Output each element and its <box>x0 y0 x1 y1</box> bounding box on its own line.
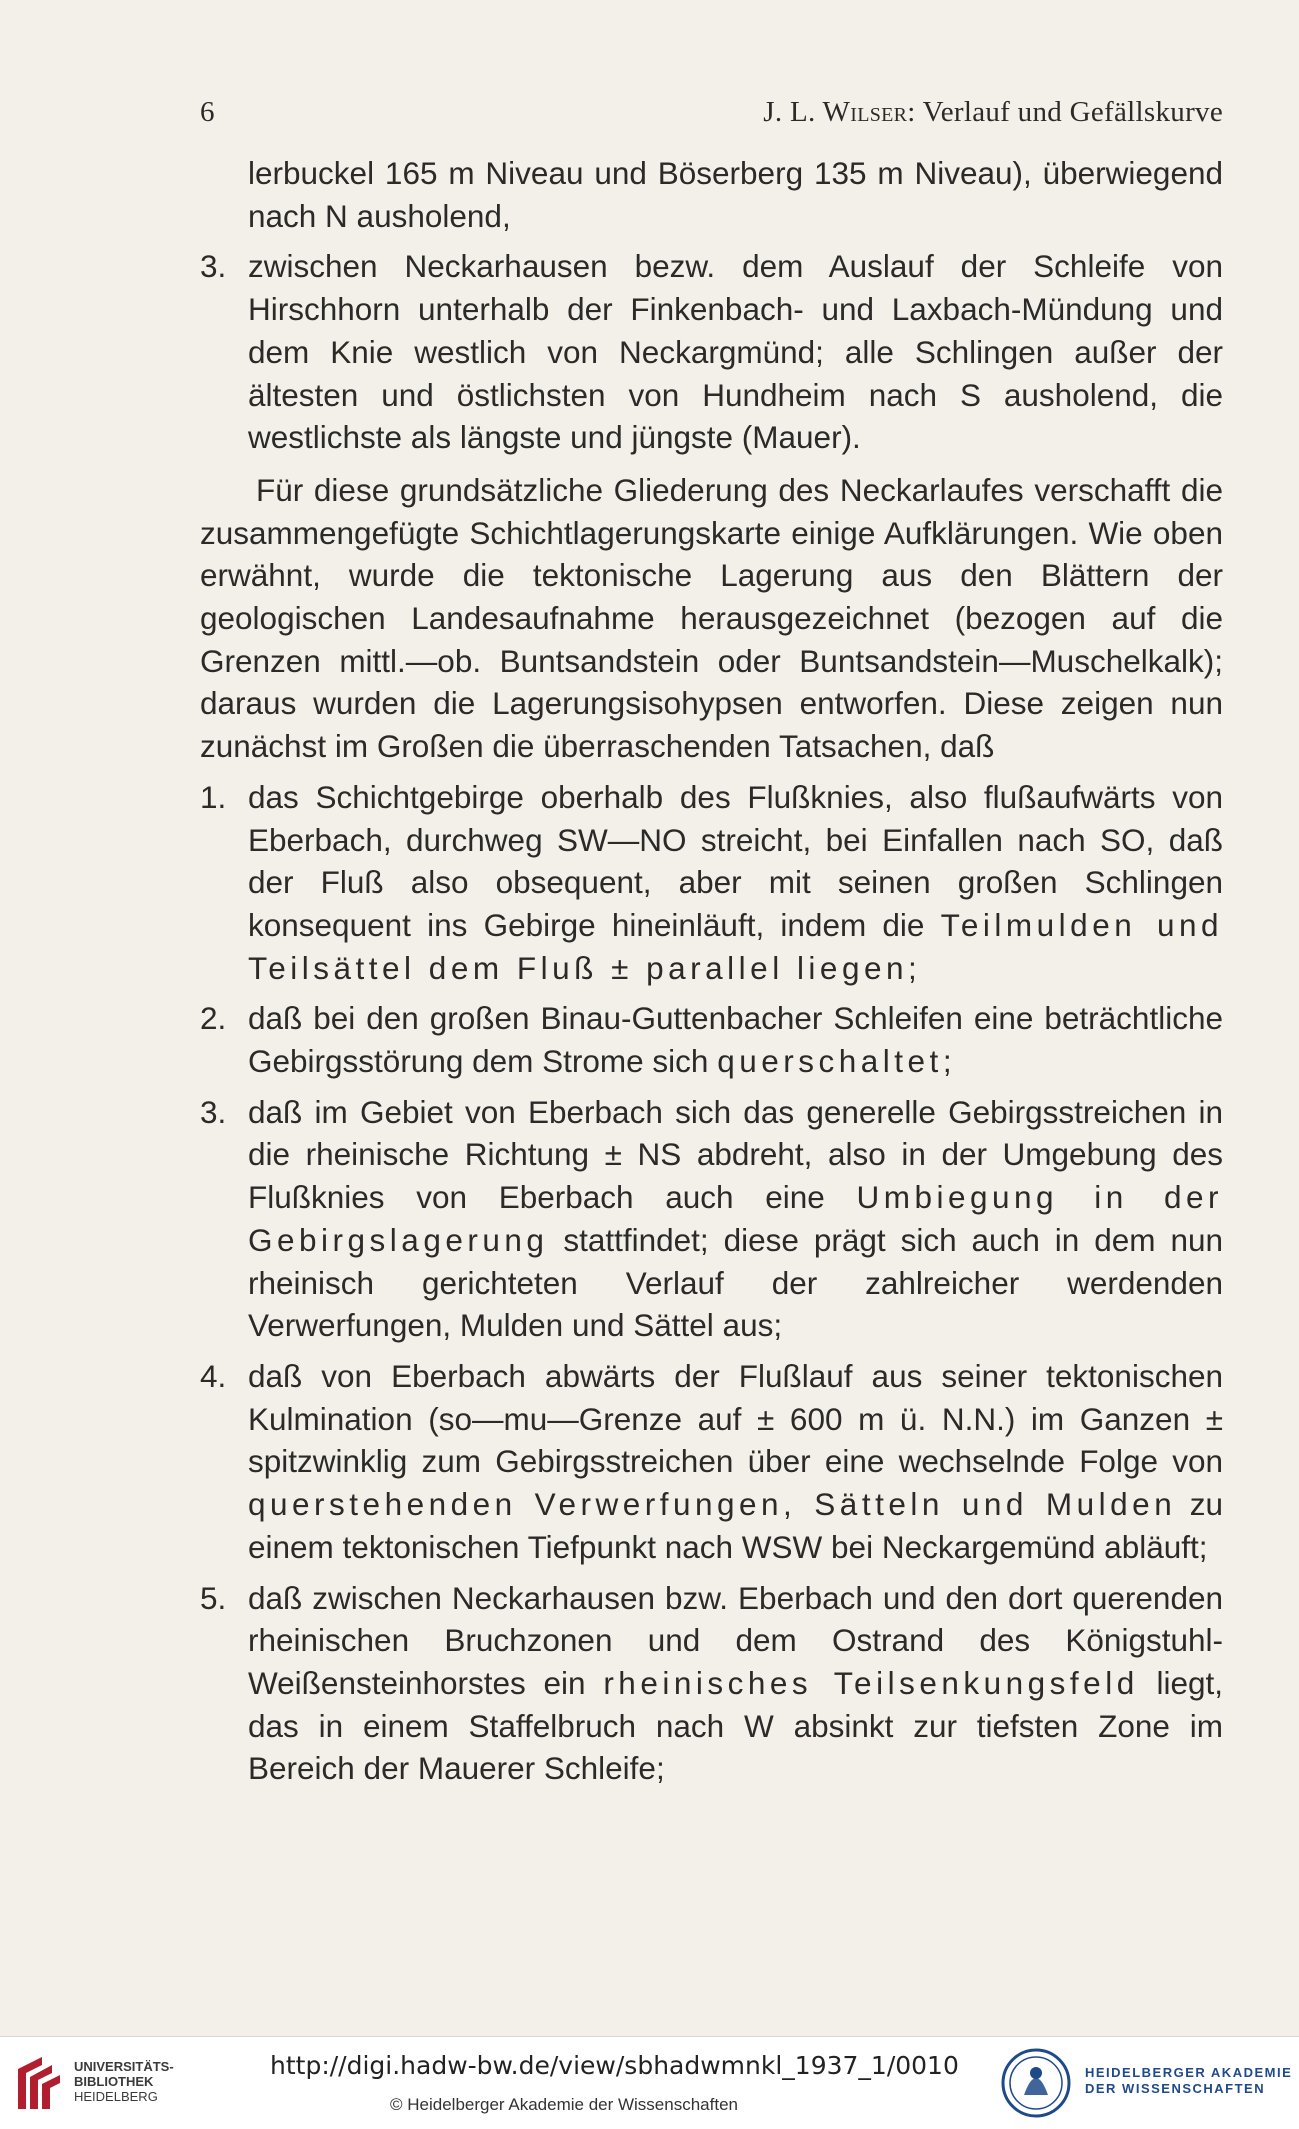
list-number: 3. <box>200 248 227 285</box>
list-text: das Schichtgebirge oberhalb des Flußknies, also flußaufwärts von Eberbach, durchweg SW—NO streicht, bei Einfallen nach SO, daß der Fluß also obsequent, aber mit seinen großen Schlingen konsequent ins Gebirge hineinläuft, indem die <box>248 778 1223 943</box>
list-number: 5. <box>200 1579 227 1616</box>
page-number: 6 <box>200 96 215 128</box>
running-head-title: : Verlauf und Gefällskurve <box>907 96 1223 128</box>
university-library-name <box>74 2059 174 2104</box>
list-item-3 <box>200 1091 1223 1347</box>
list-number: 2. <box>200 1000 227 1037</box>
list-text-end: ; <box>908 949 917 986</box>
university-library-logo-icon <box>12 2051 64 2115</box>
continued-line: lerbuckel 165 m Niveau und Böserberg 135 m Niveau), überwiegend nach N ausholend, <box>248 155 1223 234</box>
list-item-5 <box>200 1577 1223 1791</box>
list-number: 1. <box>200 778 227 815</box>
academy-name <box>1085 2065 1292 2097</box>
ub-line-2: BIBLIOTHEK <box>74 2074 154 2089</box>
list-text-end: ; <box>942 1043 952 1080</box>
list-text: daß bei den großen Binau-Guttenbacher Schleifen eine beträchtliche Gebirgsstörung dem Strome sich <box>248 1000 1223 1080</box>
spaced-emphasis: rheinisches Teilsenkungsfeld <box>603 1664 1139 1701</box>
academy-seal-icon <box>1000 2047 1072 2119</box>
copyright-notice: © Heidelberger Akademie der Wissenschaften <box>390 2095 738 2114</box>
list-text: daß von Eberbach abwärts der Flußlauf aus seiner tektonischen Kulmination (so—mu—Grenze auf ± 600 m ü. N.N.) im Ganzen ± spitzwinklig zum Gebirgsstreichen über eine wechselnde Folge von <box>248 1357 1223 1480</box>
running-head-author: J. L. Wilser <box>763 96 908 128</box>
spaced-emphasis: Umbiegung in der Gebirgslagerung <box>248 1179 1223 1258</box>
spaced-emphasis: querstehenden Verwerfungen, Sätteln und Mulden <box>248 1486 1177 1523</box>
ub-line-1: UNIVERSITÄTS- <box>74 2059 174 2074</box>
spaced-emphasis: Teilmulden und Teilsättel dem Fluß ± parallel liegen <box>248 906 1223 986</box>
list-text-rest: zu einem tektonischen Tiefpunkt nach WSW bei Neckargemünd abläuft; <box>248 1486 1223 1565</box>
academy-line-2: DER WISSENSCHAFTEN <box>1085 2081 1266 2096</box>
ub-line-3: HEIDELBERG <box>74 2089 158 2104</box>
list-item-3-prev <box>200 245 1223 459</box>
running-head <box>763 96 1223 129</box>
list-item-4 <box>200 1355 1223 1569</box>
list-item-2 <box>200 997 1223 1082</box>
academy-line-1: HEIDELBERGER AKADEMIE <box>1085 2065 1293 2080</box>
spaced-emphasis: querschaltet <box>717 1043 943 1080</box>
list-text-rest: stattfindet; diese prägt sich auch in dem nun rheinisch gerichteten Verlauf der zahlreicher werdenden Verwerfungen, Mulden und Sättel aus; <box>248 1221 1223 1344</box>
list-text-rest: liegt, das in einem Staffelbruch nach W absinkt zur tiefsten Zone im Bereich der Mauerer Schleife; <box>248 1664 1223 1787</box>
list-text: daß im Gebiet von Eberbach sich das generelle Gebirgsstreichen in die rheinische Richtung ± NS abdreht, also in der Umgebung des Flußknies von Eberbach auch eine <box>248 1093 1223 1216</box>
list-number: 4. <box>200 1357 227 1394</box>
permalink-url[interactable]: http://digi.hadw-bw.de/view/sbhadwmnkl_1937_1/0010 <box>270 2051 959 2080</box>
page-header <box>200 96 1223 136</box>
paragraph: Für diese grundsätzliche Gliederung des Neckarlaufes verschafft die zusammengefügte Schichtlagerungskarte einige Aufklärungen. Wie oben erwähnt, wurde die tektonische Lagerung aus den Blättern der geologischen Landesaufnahme herausgezeichnet (bezogen auf die Grenzen mittl.—ob. Buntsandstein oder Buntsandstein—Muschelkalk); daraus wurden die Lagerungsisohypsen entworfen. Diese zeigen nun zunächst im Großen die überraschenden Tatsachen, daß <box>200 471 1223 765</box>
list-item-1 <box>200 776 1223 990</box>
list-text: zwischen Neckarhausen bezw. dem Auslauf der Schleife von Hirschhorn unterhalb der Finkenbach- und Laxbach-Mündung und dem Knie westlich von Neckargmünd; alle Schlingen außer der ältesten und östlichsten von Hundheim nach S ausholend, die westlichste als längste und jüngste (Mauer). <box>248 248 1223 456</box>
body-text <box>200 152 1223 1790</box>
list-number: 3. <box>200 1093 227 1130</box>
list-text: daß zwischen Neckarhausen bzw. Eberbach und den dort querenden rheinischen Bruchzonen und dem Ostrand des Königstuhl-Weißensteinhorstes ein <box>248 1579 1223 1701</box>
viewer-footer <box>0 2036 1299 2129</box>
